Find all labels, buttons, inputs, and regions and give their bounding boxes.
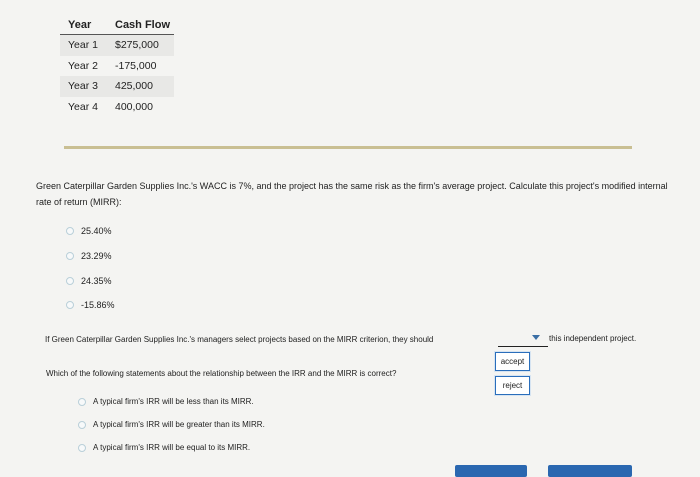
- table-row: [60, 76, 174, 97]
- bottom-button-left[interactable]: [455, 465, 527, 477]
- year-cell: Year 3: [68, 80, 98, 93]
- chevron-down-icon[interactable]: [532, 335, 540, 340]
- question-decision-tail: this independent project.: [549, 334, 637, 343]
- table-row: [60, 56, 174, 77]
- option-label: -15.86%: [81, 300, 115, 310]
- table-row: [60, 35, 174, 56]
- dropdown-option-reject[interactable]: reject: [495, 376, 530, 395]
- year-cell: Year 2: [68, 59, 98, 72]
- section-divider: [64, 146, 632, 149]
- option-label: A typical firm's IRR will be less than its MIRR.: [93, 397, 254, 406]
- cash-cell: -175,000: [115, 59, 157, 72]
- radio-button[interactable]: [66, 227, 74, 235]
- cash-cell: 425,000: [115, 80, 153, 93]
- header-cash-flow: Cash Flow: [115, 19, 171, 31]
- option-label: A typical firm's IRR will be greater than its MIRR.: [93, 420, 265, 429]
- question-decision: If Green Caterpillar Garden Supplies Inc.'s managers select projects based on the MIRR criterion, they should: [45, 335, 434, 344]
- irr-option-2[interactable]: [78, 420, 265, 429]
- mirr-option-4[interactable]: [66, 300, 115, 310]
- mirr-option-3[interactable]: [66, 276, 112, 286]
- bottom-button-right[interactable]: [548, 465, 632, 477]
- radio-button[interactable]: [66, 277, 74, 285]
- radio-button[interactable]: [78, 398, 86, 406]
- radio-button[interactable]: [78, 421, 86, 429]
- radio-button[interactable]: [66, 252, 74, 260]
- table-header: [60, 12, 174, 35]
- dropdown-menu: [495, 352, 530, 395]
- option-label: 23.29%: [81, 251, 112, 261]
- option-label: 24.35%: [81, 276, 112, 286]
- dropdown-option-accept[interactable]: accept: [495, 352, 530, 371]
- year-cell: Year 4: [68, 100, 98, 113]
- header-year: Year: [68, 19, 92, 31]
- question-irr-mirr: Which of the following statements about the relationship between the IRR and the MIRR is correct?: [46, 369, 397, 378]
- mirr-option-2[interactable]: [66, 251, 112, 261]
- year-cell: Year 1: [68, 39, 98, 52]
- radio-button[interactable]: [66, 301, 74, 309]
- option-label: 25.40%: [81, 226, 112, 236]
- irr-option-1[interactable]: [78, 397, 254, 406]
- irr-option-3[interactable]: [78, 443, 250, 452]
- option-label: A typical firm's IRR will be equal to its MIRR.: [93, 443, 251, 452]
- cash-cell: $275,000: [115, 39, 159, 52]
- question-mirr: Green Caterpillar Garden Supplies Inc.'s WACC is 7%, and the project has the same risk as the firm's average project. Calculate this project's modified internal rate of return (MIRR):: [36, 181, 668, 207]
- radio-button[interactable]: [78, 444, 86, 452]
- mirr-option-1[interactable]: [66, 226, 112, 236]
- cash-flow-table: [60, 12, 174, 117]
- cash-cell: 400,000: [115, 100, 153, 113]
- decision-dropdown[interactable]: [498, 334, 548, 347]
- table-row: [60, 97, 174, 118]
